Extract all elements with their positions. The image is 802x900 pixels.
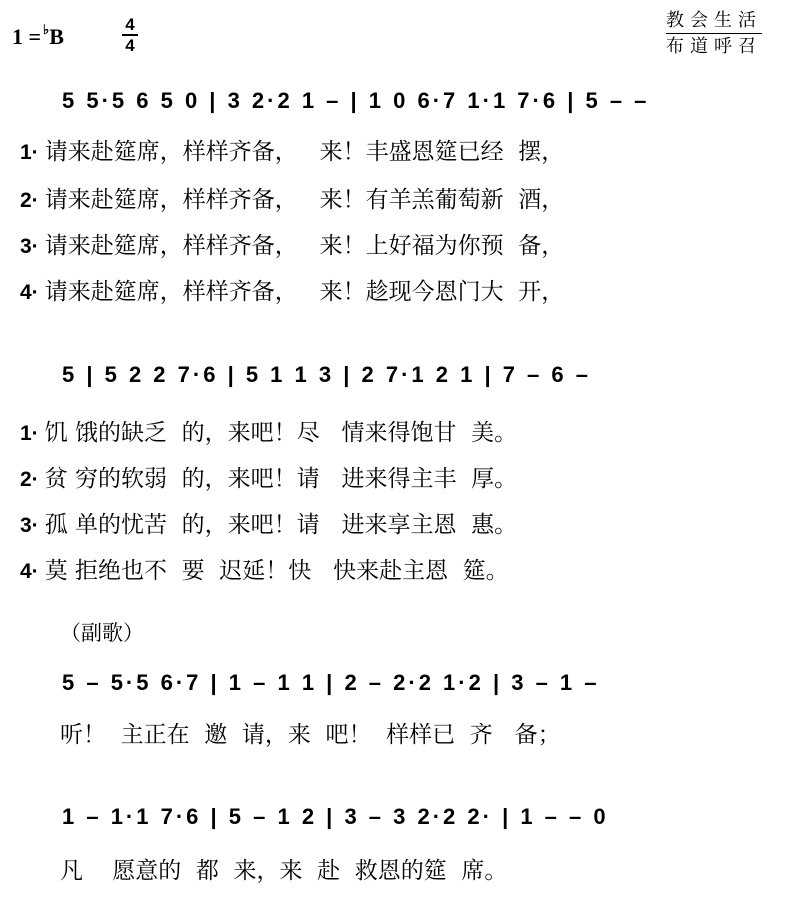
verse-line [20, 460, 517, 493]
verse-line [20, 506, 517, 539]
verse-line [20, 552, 509, 585]
verse-line [20, 414, 517, 447]
lyric-text: 饥 饿的缺乏 的，来吧！尽 情来得饱甘 美。 [44, 420, 518, 446]
chorus-notes-2: 1 – 1·1 7·6 | 5 – 1 2 | 3 – 3 2·2 2· | 1 – – 0 [62, 804, 609, 829]
meter-bottom: 4 [125, 36, 135, 55]
flat-sign: ♭ [43, 22, 50, 37]
category-top: 教会生活 [666, 10, 762, 31]
chorus-lyric-2: 凡 愿意的 都 来，来 赴 救恩的筵 席。 [60, 858, 508, 884]
chorus-label: （副歌） [60, 621, 144, 645]
key-letter: B [49, 24, 64, 49]
system-1-notes: 5 5·5 6 5 0 | 3 2·2 1 – | 1 0 6·7 1·1 7·6 | 5 – – [62, 88, 650, 113]
chorus-notes-1: 5 – 5·5 6·7 | 1 – 1 1 | 2 – 2·2 1·2 | 3 – 1 – [62, 670, 600, 695]
category-bottom: 布道呼召 [666, 36, 762, 57]
verse-line [20, 181, 564, 214]
verse-line [20, 227, 564, 260]
chorus-lyric-1: 听！ 主正在 邀 请，来 吧！ 样样已 齐 备； [60, 722, 561, 748]
verse-number: 2· [20, 468, 39, 491]
verse-number: 4· [20, 281, 39, 304]
lyric-text: 贫 穷的软弱 的，来吧！请 进来得主丰 厚。 [44, 466, 518, 492]
lyric-text: 请来赴筵席，样样齐备， 来！有羊羔葡萄新 酒， [44, 187, 565, 213]
verse-line [20, 133, 564, 166]
verse-number: 1· [20, 141, 39, 164]
verse-number: 3· [20, 514, 39, 537]
verse-number: 4· [20, 560, 39, 583]
verse-number: 2· [20, 189, 39, 212]
lyric-text: 莫 拒绝也不 要 迟延！快 快来赴主恩 筵。 [44, 558, 509, 584]
key-text: 1 = [12, 24, 42, 49]
system-2-notes: 5 | 5 2 2 7·6 | 5 1 1 3 | 2 7·1 2 1 | 7 – 6 – [62, 362, 591, 387]
lyric-text: 请来赴筵席，样样齐备， 来！上好福为你预 备， [44, 233, 565, 259]
verse-line [20, 273, 564, 306]
lyric-text: 请来赴筵席，样样齐备， 来！丰盛恩筵已经 摆， [44, 139, 565, 165]
verse-number: 1· [20, 422, 39, 445]
meter-top: 4 [125, 15, 135, 34]
verse-number: 3· [20, 235, 39, 258]
lyric-text: 孤 单的忧苦 的，来吧！请 进来享主恩 惠。 [44, 512, 518, 538]
lyric-text: 请来赴筵席，样样齐备， 来！趁现今恩门大 开， [44, 279, 565, 305]
